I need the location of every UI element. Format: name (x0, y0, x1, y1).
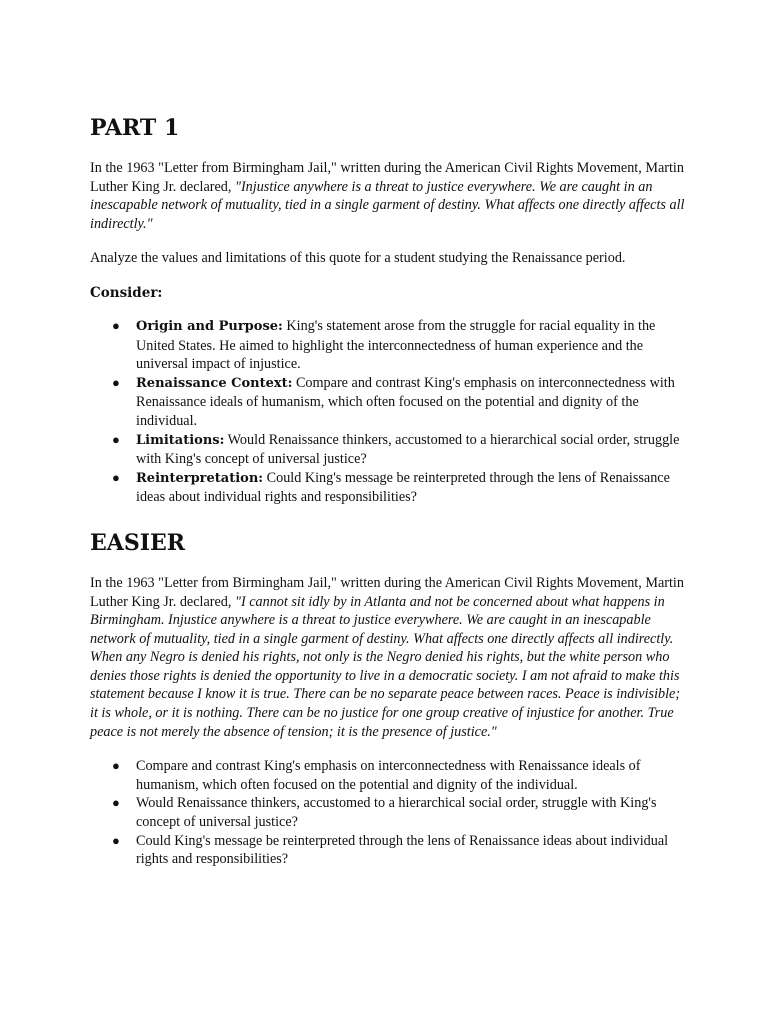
part1-prompt: Analyze the values and limitations of this quote for a student studying the Renaissance period. (90, 250, 626, 267)
bullet-icon: ● (112, 795, 120, 811)
bullet-icon: ● (112, 469, 120, 485)
bullet-text: Would Renaissance thinkers, accustomed to a hierarchical social order, struggle with King's concept of universal justice? (136, 795, 657, 831)
bullet-text: Compare and contrast King's emphasis on interconnectedness with Renaissance ideals of humanism, which often focused on the potential and dignity of the individual. (136, 758, 641, 793)
bullet-term: Renaissance Context: (136, 375, 293, 391)
bullet-icon: ● (112, 832, 120, 848)
bullet-term: Origin and Purpose: (136, 318, 283, 334)
document-page (90, 114, 690, 869)
easier-quote: "I cannot sit idly by in Atlanta and not be concerned about what happens in Birmingham. Injustice anywhere is a threat to justice everywhere. We are caught in an inescapable network of mutuality, tied in a single garment of destiny. What affects one directly affects all indirectly. When any Negro is denied his rights, not only is the Negro denied his rights, but the white person who denies those rights is denied the opportunity to live in a democratic society. I am not afraid to make this statement because I know it is true. There can be no separate peace between races. Peace is indivisible; it is whole, or it is nothing. There can be no justice for one group creative of injustice for another. True peace is not merely the absence of tension; it is the presence of justice." (90, 593, 681, 740)
easier-intro-text: In the 1963 "Letter from Birmingham Jail," written during the American Civil Rights Movement, Martin Luther King Jr. declared, (90, 574, 684, 610)
list-item (90, 794, 690, 831)
list-item (90, 431, 690, 469)
consider-label: Consider: (90, 284, 163, 301)
bullet-text: Compare and contrast King's emphasis on interconnectedness with Renaissance ideals of humanism, which often focused on the potential and dignity of the individual. (136, 374, 675, 429)
list-item (90, 317, 690, 374)
list-item (90, 374, 690, 431)
list-item (90, 469, 690, 507)
bullet-icon: ● (112, 431, 120, 447)
bullet-term: Reinterpretation: (136, 470, 264, 486)
bullet-icon: ● (112, 374, 120, 390)
bullet-icon: ● (112, 317, 120, 333)
part1-intro-text: In the 1963 "Letter from Birmingham Jail," written during the American Civil Rights Movement, Martin Luther King Jr. declared, (90, 160, 684, 195)
bullet-icon: ● (112, 758, 120, 774)
part1-intro (90, 159, 690, 233)
easier-intro (90, 574, 690, 741)
list-item (90, 757, 690, 794)
easier-bullet-list (90, 757, 690, 869)
bullet-text: Could King's message be reinterpreted through the lens of Renaissance ideas about individual rights and responsibilities? (136, 469, 670, 506)
bullet-term: Limitations: (136, 432, 225, 448)
bullet-text: King's statement arose from the struggle for racial equality in the United States. He aimed to highlight the interconnectedness of human experience and the universal impact of injustice. (136, 317, 656, 373)
part1-bullet-list (90, 317, 690, 507)
easier-heading: EASIER (90, 529, 186, 556)
part1-heading: PART 1 (90, 115, 180, 141)
list-item (90, 832, 690, 869)
bullet-text: Could King's message be reinterpreted through the lens of Renaissance ideas about individual rights and responsibilities? (136, 832, 669, 868)
part1-quote: "Injustice anywhere is a threat to justice everywhere. We are caught in an inescapable network of mutuality, tied in a single garment of destiny. What affects one directly affects all indirectly." (90, 178, 685, 232)
bullet-text: Would Renaissance thinkers, accustomed to a hierarchical social order, struggle with King's concept of universal justice? (136, 431, 680, 468)
